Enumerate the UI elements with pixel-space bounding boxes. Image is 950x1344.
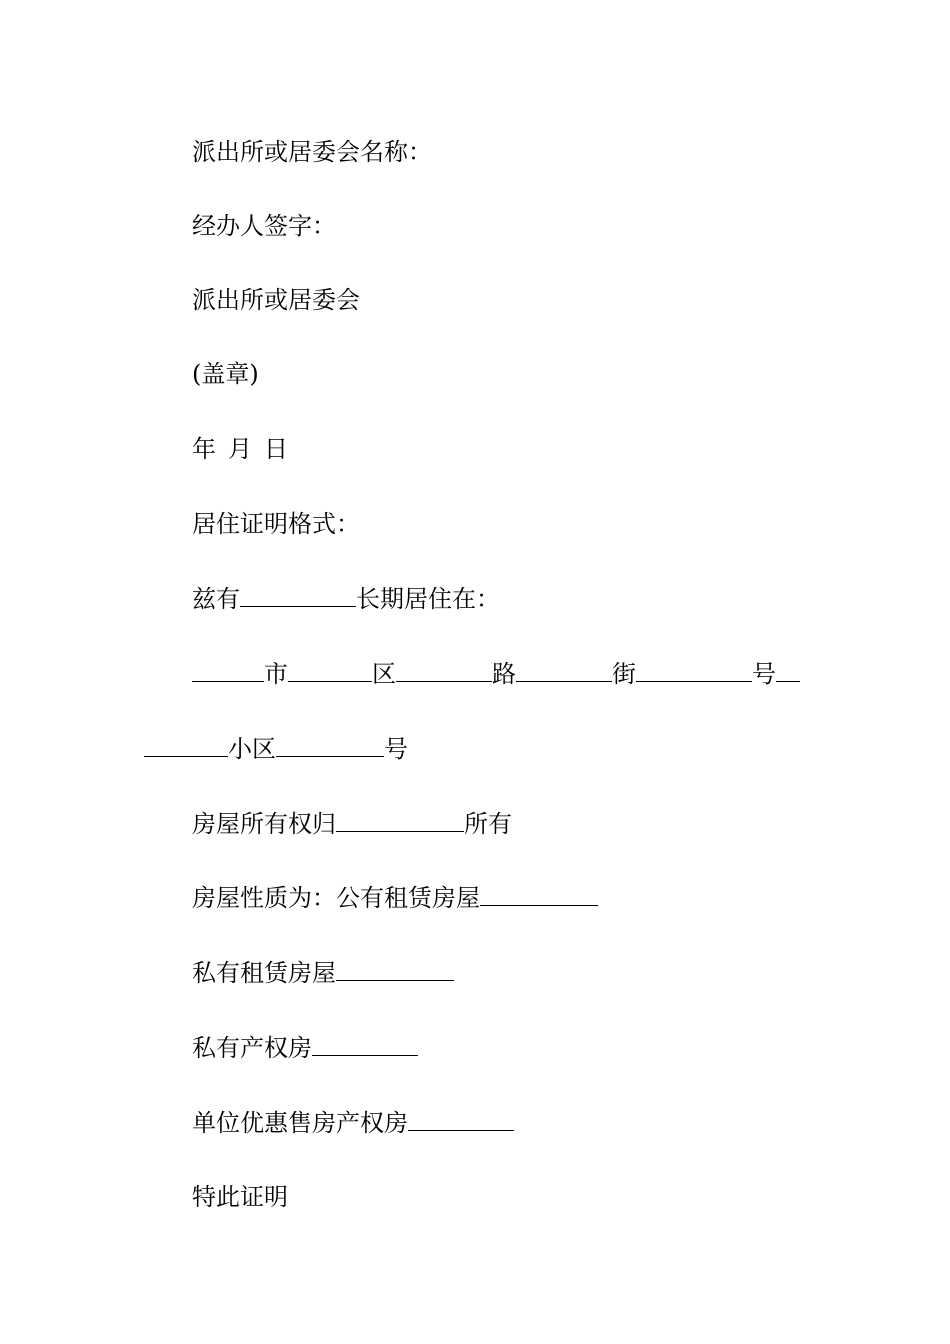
certify-line: 特此证明 xyxy=(192,1183,288,1211)
day-label: 日 xyxy=(264,435,288,463)
year-label: 年 xyxy=(192,435,216,463)
private-rent-blank xyxy=(336,958,454,981)
road-blank xyxy=(396,659,492,682)
trailing-blank xyxy=(776,659,800,682)
handler-sign-label: 经办人签字： xyxy=(192,212,336,240)
name-blank xyxy=(240,584,356,607)
unit-discount-line: 单位优惠售房产权房 xyxy=(192,1107,514,1139)
owner-blank xyxy=(336,809,464,832)
street-blank xyxy=(516,659,612,682)
address-line: 市 区 路 街 号 xyxy=(192,658,800,690)
ownership-line: 房屋所有权归 所有 xyxy=(192,810,512,838)
private-property-blank xyxy=(312,1033,418,1056)
nature-line: 房屋性质为：公有租赁房屋 xyxy=(192,882,598,914)
public-rent-blank xyxy=(480,883,598,906)
unit-discount-blank xyxy=(408,1108,514,1131)
community-number-blank xyxy=(276,734,384,757)
hereby-line: 兹有 长期居住在： xyxy=(192,585,500,613)
date-line xyxy=(192,433,288,465)
private-rent-line: 私有租赁房屋 xyxy=(192,957,454,989)
district-blank xyxy=(288,659,372,682)
number-blank xyxy=(636,659,752,682)
community-lead-blank xyxy=(144,734,228,757)
station-label: 派出所或居委会 xyxy=(192,286,360,314)
seal-label: (盖章) xyxy=(192,360,259,388)
private-property-line: 私有产权房 xyxy=(192,1032,418,1064)
city-blank xyxy=(192,659,264,682)
format-title: 居住证明格式： xyxy=(192,510,360,538)
station-name-label: 派出所或居委会名称： xyxy=(192,138,432,166)
community-line: 小区 号 xyxy=(144,733,408,765)
month-label: 月 xyxy=(228,435,252,463)
